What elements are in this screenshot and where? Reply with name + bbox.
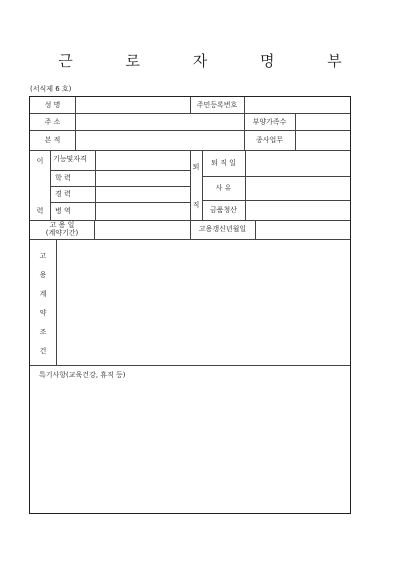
row-line [30,365,350,366]
col-line [75,97,76,150]
settlement-label: 금품청산 [209,206,238,214]
education-label: 학 력 [55,174,71,182]
condition-char: 용 [39,271,47,279]
col-line [244,97,245,113]
job-duty-label: 종사업무 [255,136,284,144]
condition-char: 고 [39,252,47,260]
row-line [50,202,190,203]
worker-register-form [29,96,351,514]
col-line [50,150,51,220]
address-label: 주 소 [44,118,61,126]
row-line [30,113,350,114]
retire-date-label: 퇴 직 일 [211,159,236,167]
col-line [295,113,296,150]
condition-char: 조 [39,328,47,336]
renewal-date-label: 고용갱신년월일 [198,225,247,233]
col-line [245,150,246,220]
row-line [50,186,190,187]
retire-side-label: 퇴 [192,163,200,171]
col-line [94,220,95,239]
resident-number-label: 주민등록번호 [196,101,238,109]
name-label: 성 명 [44,101,61,109]
condition-char: 건 [39,347,47,355]
retire-side-label-2: 직 [192,201,200,209]
contract-period-label: (계약기간) [45,229,79,237]
reason-label: 사 유 [215,184,232,192]
page-title: 근 로 자 명 부 [58,52,366,70]
col-line [255,220,256,239]
condition-char: 계 [39,290,47,298]
career-side-label-2: 력 [36,207,44,215]
col-line [56,239,57,365]
dependents-label: 부양가족수 [252,118,287,126]
row-line [50,170,190,171]
career-side-label: 이 [36,157,44,165]
row-line [202,200,350,201]
row-line [30,130,350,131]
experience-label: 경 력 [55,190,71,198]
skills-label: 기능및자격 [53,155,87,163]
condition-char: 약 [39,309,47,317]
military-label: 병 역 [55,207,71,215]
form-number: (서식제 6 호) [30,85,72,93]
remarks-label: 특기사항(교육건강, 휴직 등) [39,371,126,379]
contract-conditions-label [37,251,49,365]
col-line [95,150,96,220]
row-line [30,239,350,240]
hire-date-label: 고 용 일 [49,221,75,229]
row-line [202,176,350,177]
origin-label: 본 적 [44,136,61,144]
